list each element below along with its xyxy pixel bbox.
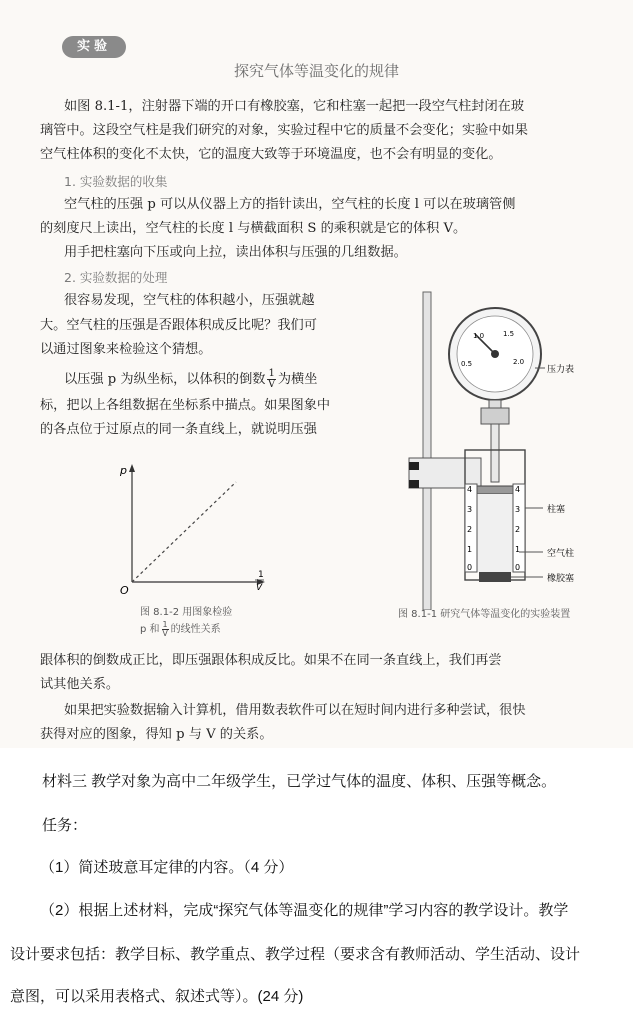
left-scale-4: 4: [467, 485, 473, 494]
section-2b-line-1: [64, 368, 317, 392]
intro-line-3: 空气柱体积的变化不太快，它的温度大致等于环境温度，也不会有明显的变化。: [40, 147, 502, 162]
question-2-line-3: 意图，可以采用表格式、叙述式等）。(24 分): [10, 988, 304, 1005]
gauge-hub: [491, 350, 499, 358]
left-scale-0: 0: [467, 563, 473, 572]
plunger-label: 柱塞: [547, 505, 566, 515]
figure-8-1-1-caption: 图 8.1-1 研究气体等温变化的实验装置: [398, 609, 571, 620]
section-1-line-1: 空气柱的压强 p 可以从仪器上方的指针读出，空气柱的长度 l 可以在玻璃管侧: [64, 197, 516, 212]
caption-2-post: 的线性关系: [170, 624, 221, 635]
experiment-badge: 实验: [62, 36, 126, 58]
section-2-line-3: 以通过图象来检验这个猜想。: [40, 342, 212, 357]
caption-fraction: [162, 621, 169, 638]
caption-fraction-denominator: V: [162, 628, 168, 638]
figure-8-1-2-caption: 图 8.1-2 用图象检验: [140, 607, 233, 618]
question-2-line-1: （2）根据上述材料，完成“探究气体等温变化的规律”学习内容的教学设计。教学: [40, 902, 569, 919]
caption-fraction-numerator: 1: [162, 619, 168, 629]
task-label: 任务：: [42, 817, 88, 834]
stand-rod: [423, 292, 431, 610]
right-scale-4: 4: [515, 485, 521, 494]
gauge-tick-0: 0.5: [461, 360, 473, 368]
x-axis-label-numerator: 1: [258, 570, 264, 580]
section-2b-pre: 以压强 p 为纵坐标，以体积的倒数: [64, 372, 266, 387]
clamp-screw-top: [409, 462, 419, 470]
clamp-screw-bottom: [409, 480, 419, 488]
section-2b-post: 为横坐: [277, 372, 318, 387]
p-vs-inverse-v-graph: [110, 460, 280, 600]
air-column: [473, 494, 517, 572]
gauge-nut: [481, 408, 509, 424]
aircol-label: 空气柱: [547, 549, 575, 559]
gauge-stem: [489, 400, 501, 408]
right-scale-3: 3: [515, 505, 521, 514]
section-2b-line-2: 标，把以上各组数据在坐标系中描点。如果图象中: [40, 398, 331, 413]
origin-label: O: [120, 584, 129, 597]
section-2-line-1: 很容易发现，空气柱的体积越小，压强就越: [64, 293, 315, 308]
y-axis-label: p: [120, 464, 127, 477]
section-2-line-2: 大。空气柱的压强是否跟体积成反比呢？我们可: [40, 318, 317, 333]
section-1-line-2: 的刻度尺上读出，空气柱的长度 l 与横截面积 S 的乘积就是它的体积 V。: [40, 221, 467, 236]
x-axis-label-denominator: V: [256, 583, 263, 593]
right-scale-0: 0: [515, 563, 521, 572]
right-scale-1: 1: [515, 545, 521, 554]
question-1: （1）简述玻意耳定律的内容。（4 分）: [40, 859, 294, 876]
fraction-denominator: V: [268, 379, 276, 390]
rubber-stopper: [479, 572, 511, 582]
gauge-label: 压力表: [547, 365, 575, 375]
fraction-numerator: 1: [268, 368, 275, 379]
section-1-line-3: 用手把柱塞向下压或向上拉，读出体积与压强的几组数据。: [64, 245, 407, 260]
intro-line-2: 璃管中。这段空气柱是我们研究的对象，实验过程中它的质量不会变化；实验中如果: [40, 123, 528, 138]
section-2b-line-3: 的各点位于过原点的同一条直线上，就说明压强: [40, 422, 317, 437]
proportional-line: [132, 482, 236, 582]
caption-2-pre: p 和: [140, 624, 160, 635]
gauge-tick-2: 1.5: [503, 330, 515, 338]
question-2-line-2: 设计要求包括：教学目标、教学重点、教学过程（要求含有教师活动、学生活动、设计: [10, 946, 581, 963]
gauge-tick-3: 2.0: [513, 358, 525, 366]
right-scale: [513, 484, 525, 572]
material-three: 材料三 教学对象为高中二年级学生，已学过气体的温度、体积、压强等概念。: [42, 773, 557, 790]
section-1-title: 1. 实验数据的收集: [64, 174, 168, 189]
right-scale-2: 2: [515, 525, 521, 534]
intro-line-1: 如图 8.1-1，注射器下端的开口有橡胶塞，它和柱塞一起把一段空气柱封闭在玻: [64, 99, 525, 114]
plunger: [471, 486, 519, 494]
left-scale-1: 1: [467, 545, 473, 554]
figure-8-1-2-caption-2: [140, 620, 221, 638]
stopper-label: 橡胶塞: [547, 574, 575, 584]
inverse-volume-fraction: [267, 369, 275, 390]
y-axis-arrow-icon: [129, 464, 135, 472]
experiment-title: 探究气体等温变化的规律: [233, 62, 399, 80]
section-2-title: 2. 实验数据的处理: [64, 270, 168, 285]
apparatus-diagram: [395, 290, 630, 610]
plunger-rod: [491, 424, 499, 482]
section-2c-line-2: 试其他关系。: [40, 677, 120, 692]
left-scale-3: 3: [467, 505, 473, 514]
gauge-tick-1: 1.0: [473, 332, 485, 340]
section-2d-line-1: 如果把实验数据输入计算机，借用数表软件可以在短时间内进行多种尝试，很快: [64, 703, 526, 718]
left-scale: [465, 484, 477, 572]
left-scale-2: 2: [467, 525, 473, 534]
section-2c-line-1: 跟体积的倒数成正比，即压强跟体积成反比。如果不在同一条直线上，我们再尝: [40, 653, 502, 668]
section-2d-line-2: 获得对应的图象，得知 p 与 V 的关系。: [40, 727, 273, 742]
